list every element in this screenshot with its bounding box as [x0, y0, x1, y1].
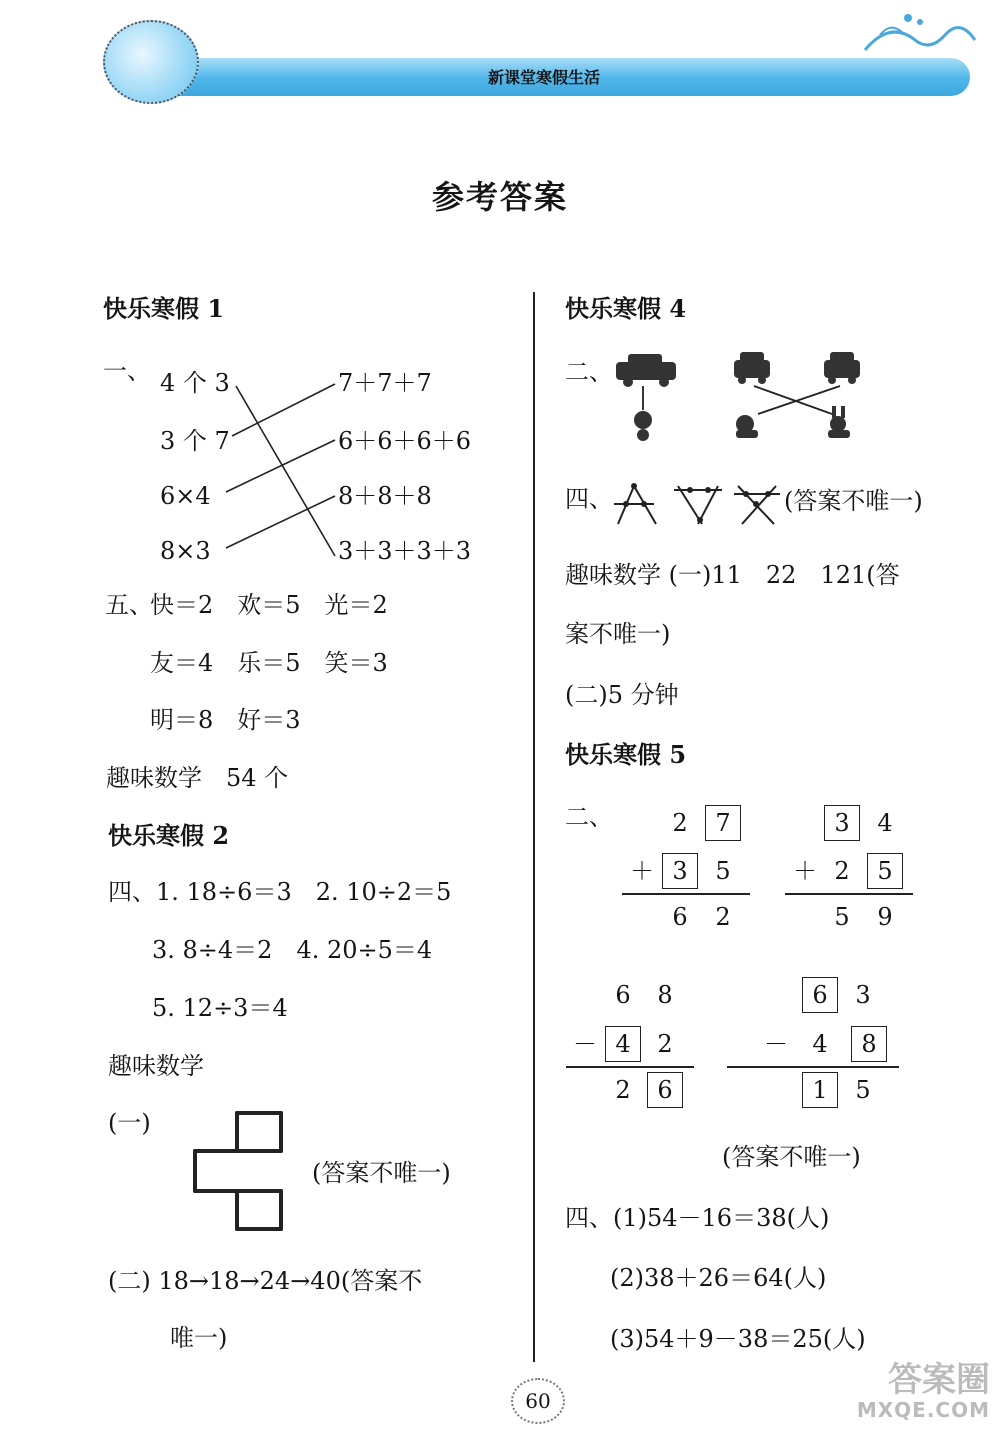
digit: 6	[657, 1076, 673, 1104]
answer-row: 快＝2 欢＝5 光＝2	[150, 591, 388, 619]
digit: 2	[672, 809, 688, 837]
digit: 6	[672, 903, 688, 931]
answer-row: 友＝4 乐＝5 笑＝3	[150, 649, 388, 677]
matchstick-figure	[185, 1105, 295, 1235]
section-heading-1: 快乐寒假 1	[103, 294, 225, 323]
match-left-item: 8×3	[160, 537, 211, 565]
digit: 6	[615, 981, 631, 1009]
digit: 7	[715, 809, 731, 837]
match-left-item: 3 个 7	[160, 427, 230, 455]
fun-math-answer: 趣味数学 54 个	[106, 764, 289, 792]
operator: －	[764, 1030, 788, 1058]
watermark-url: MXQE.COM	[856, 1398, 990, 1423]
answer-row: 唯一)	[170, 1324, 228, 1352]
banner-title: 新课堂寒假生活	[487, 68, 600, 87]
digit: 5	[855, 1076, 871, 1104]
wave-decoration-icon	[860, 10, 980, 60]
fun-math-answer: 趣味数学 (一)11 22 121(答	[565, 561, 900, 589]
match-left-item: 4 个 3	[160, 369, 230, 397]
question-number: 二、	[565, 803, 613, 831]
section-heading-4: 快乐寒假 4	[565, 294, 687, 323]
digit: 5	[834, 903, 850, 931]
difference-line	[727, 1066, 899, 1068]
digit: 6	[812, 981, 828, 1009]
question-number: 五、	[105, 591, 153, 619]
section-heading-5: 快乐寒假 5	[565, 740, 687, 769]
match-right-item: 8＋8＋8	[338, 482, 432, 510]
digit: 5	[715, 857, 731, 885]
answer-row: (二) 18→18→24→40(答案不	[108, 1267, 423, 1295]
answer-row: 四、1. 18÷6＝3 2. 10÷2＝5	[108, 878, 452, 906]
digit: 4	[615, 1030, 631, 1058]
question-number: 一、	[103, 357, 151, 385]
digit: 2	[657, 1030, 673, 1058]
answer-row: 5. 12÷3＝4	[152, 994, 288, 1022]
car-animal-matching	[610, 350, 870, 445]
answer-row: 3. 8÷4＝2 4. 20÷5＝4	[152, 936, 433, 964]
fun-math-answer: 案不唯一)	[565, 620, 671, 648]
operator: ＋	[793, 857, 817, 885]
digit: 2	[715, 903, 731, 931]
question-number: 二、	[565, 358, 613, 386]
digit: 4	[877, 809, 893, 837]
digit: 8	[657, 981, 673, 1009]
part-label: (一)	[108, 1109, 151, 1137]
page-number: 60	[511, 1378, 565, 1424]
matching-lines	[0, 0, 540, 600]
fun-math-title: 趣味数学	[108, 1052, 204, 1080]
sum-line	[785, 893, 913, 895]
match-left-item: 6×4	[160, 482, 211, 510]
dot-line-figures	[610, 482, 790, 532]
answer-note: (答案不唯一)	[722, 1143, 861, 1171]
match-right-item: 7＋7＋7	[338, 369, 432, 397]
digit: 8	[861, 1030, 877, 1058]
watermark	[857, 1362, 990, 1421]
answer-row: 四、(1)54－16＝38(人)	[565, 1204, 830, 1232]
fun-math-answer: (二)5 分钟	[565, 681, 679, 709]
digit: 5	[877, 857, 893, 885]
question-number: 四、	[565, 485, 613, 513]
sum-line	[622, 893, 750, 895]
match-right-item: 3＋3＋3＋3	[338, 537, 472, 565]
digit: 1	[812, 1076, 828, 1104]
watermark-logo: 答案圈	[888, 1360, 990, 1400]
page-title: 参考答案	[431, 178, 568, 216]
digit: 3	[834, 809, 850, 837]
digit: 4	[812, 1030, 828, 1058]
answer-row: (3)54＋9－38＝25(人)	[610, 1325, 866, 1353]
operator: －	[573, 1030, 597, 1058]
digit: 3	[672, 857, 688, 885]
answer-row: 明＝8 好＝3	[150, 706, 301, 734]
section-heading-2: 快乐寒假 2	[108, 821, 230, 850]
match-right-item: 6＋6＋6＋6	[338, 427, 472, 455]
answer-row: (2)38＋26＝64(人)	[610, 1264, 827, 1292]
answer-note: (答案不唯一)	[784, 487, 923, 515]
digit: 2	[834, 857, 850, 885]
digit: 9	[877, 903, 893, 931]
digit: 3	[855, 981, 871, 1009]
answer-note: (答案不唯一)	[312, 1159, 451, 1187]
operator: ＋	[630, 857, 654, 885]
digit: 2	[615, 1076, 631, 1104]
difference-line	[566, 1066, 694, 1068]
